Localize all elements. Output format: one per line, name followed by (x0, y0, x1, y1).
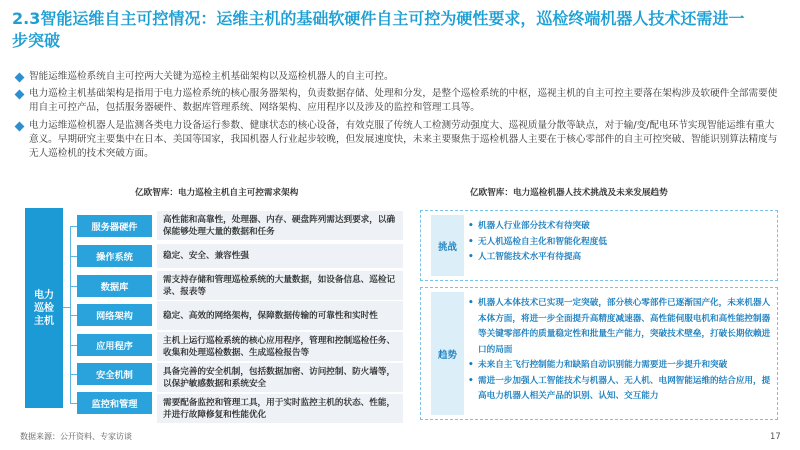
arch-label: 安全机制 (77, 363, 152, 385)
diamond-bullet-icon (15, 73, 25, 83)
arch-desc: 主机上运行巡检系统的核心应用程序，管理和控制巡检任务、收集和处理巡检数据、生成巡检报告等 (157, 332, 403, 361)
trend-list (466, 296, 774, 405)
bullet-text: 电力运维巡检机器人是监测各类电力设备运行参数、健康状态的核心设备，有效克服了传统人工检测劳动强度大、巡视质量分散等缺点，对于输/变/配电环节实现智能运维有重大意义。早期研究主要集中在日本、美国等国家，我国机器人行业起步较晚，但发展速度快，未来主要聚焦于巡检机器人主要在于核心零部件的自主可控突破、智能识别算法精度与无人巡检机的技术突破方面。 (29, 119, 778, 160)
page-title: 2.3智能运维自主可控情况：运维主机的基础软硬件自主可控为硬性要求，巡检终端机器人技术还需进一步突破 (12, 9, 745, 50)
challenge-tag: 挑战 (431, 215, 464, 276)
bullet-text: 智能运维巡检系统自主可控两大关键为巡检主机基础架构以及巡检机器人的自主可控。 (29, 71, 394, 82)
arch-desc: 高性能和高靠性，处理器、内存、硬盘阵列需达到要求，以确保能够处理大量的数据和任务 (157, 211, 403, 240)
arch-desc: 稳定、高效的网络架构，保障数据传输的可靠性和实时性 (157, 301, 403, 330)
dot-bullet-icon: • (468, 221, 474, 231)
arch-desc: 稳定、安全、兼容性强 (157, 244, 403, 268)
bullet-text: 电力巡检主机基础架构是指用于电力巡检系统的核心服务器架构，负责数据存储、处理和分发，是整个巡检系统的中枢，巡视主机的自主可控主要落在架构涉及软硬件全部需要使用自主可控产品，包括服务器硬件、数据库管理系统、网络架构、应用程序以及涉及的监控和管理工具等。 (29, 88, 778, 114)
arch-desc: 具备完善的安全机制，包括数据加密、访问控制、防火墙等，以保护敏感数据和系统安全 (157, 363, 403, 392)
trend-item: • 需进一步加强人工智能技术与机器人、无人机、电网智能运维的结合应用，提高电力机器人相关产品的识别、认知、交互能力 (468, 375, 771, 401)
diamond-bullet-icon (15, 121, 25, 131)
dot-bullet-icon: • (468, 360, 474, 370)
arch-label: 服务器硬件 (77, 215, 152, 237)
bullet-item (14, 119, 782, 162)
bullet-item (14, 87, 782, 115)
main-host-box (25, 208, 63, 408)
bullet-item (14, 70, 782, 84)
dot-bullet-icon: • (468, 252, 474, 262)
challenge-item: • 人工智能技术水平有待提高 (466, 250, 774, 266)
page-number: 17 (770, 431, 781, 441)
main-host-label: 电力巡检主机 (34, 289, 54, 327)
trend-item: • 未来自主飞行控制能力和缺陷自动识别能力需要进一步提升和突破 (466, 358, 774, 374)
right-diagram-title: 亿欧智库：电力巡检机器人技术挑战及未来发展趋势 (470, 188, 668, 198)
trend-item: • 机器人本体技术已实现一定突破，部分核心零部件已逐渐国产化，未来机器人本体方面，将进一步全面提升高精度减速器、高性能伺服电机和高性能控制器等关键零部件的质量稳定性和批量生产能力，突破技术壁垒，打破长期依赖进口的局面 (468, 298, 771, 355)
connector-line (63, 307, 70, 308)
challenge-item: • 无人机巡检自主化和智能化程度低 (466, 235, 774, 251)
arch-label: 监控和管理 (77, 392, 152, 414)
trend-tag: 趋势 (431, 292, 464, 415)
arch-label: 操作系统 (77, 245, 152, 267)
source-footer: 数据来源：公开资料、专家访谈 (20, 432, 132, 441)
arch-desc: 需支持存储和管理巡检系统的大量数据，如设备信息、巡检记录、报表等 (157, 271, 403, 300)
dot-bullet-icon: • (468, 298, 474, 308)
arch-desc: 需要配备监控和管理工具，用于实时监控主机的状态、性能，并进行故障修复和性能优化 (157, 394, 403, 423)
arch-label: 数据库 (77, 275, 152, 297)
bullet-list (14, 70, 782, 164)
diamond-bullet-icon (15, 90, 25, 100)
dot-bullet-icon: • (468, 236, 474, 247)
left-diagram-title: 亿欧智库：电力巡检主机自主可控需求架构 (135, 188, 299, 198)
challenge-item: • 机器人行业部分技术有待突破 (466, 219, 774, 235)
arch-label: 网络架构 (77, 304, 152, 326)
dot-bullet-icon: • (468, 375, 474, 386)
challenge-list (466, 219, 774, 266)
arch-label: 应用程序 (77, 334, 152, 356)
